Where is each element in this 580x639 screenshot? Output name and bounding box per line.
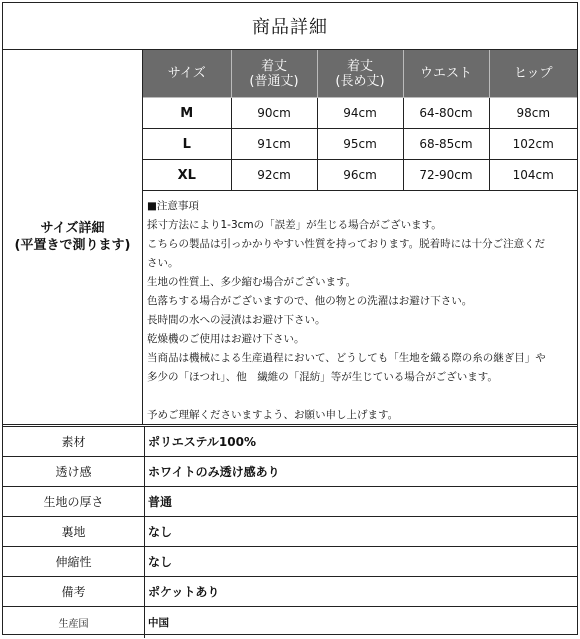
attr-row-sheerness	[3, 457, 577, 487]
note-line: 当商品は機械による生産過程において、どうしても「生地を織る際の糸の継ぎ目」や	[147, 352, 546, 364]
length-regular-cell: 92cm	[231, 160, 317, 191]
size-detail-label	[3, 50, 143, 424]
note-line: さい。	[147, 257, 179, 269]
attr-label: 生地の厚さ	[3, 487, 145, 516]
note-heading: ■注意事項	[147, 200, 199, 212]
size-table-header	[143, 50, 577, 98]
note-line: 多少の「ほつれ」、他 繊維の「混紡」等が生じている場合がございます。	[147, 371, 498, 383]
length-long-cell: 94cm	[317, 98, 403, 129]
attr-value: なし	[148, 525, 173, 539]
attr-value: ホワイトのみ透け感あり	[148, 465, 280, 479]
note-line: 色落ちする場合がございますので、他の物との洗濯はお避け下さい。	[147, 295, 473, 307]
attr-label: 備考	[3, 577, 145, 606]
header-length-long: 着丈 (長め丈)	[317, 50, 403, 98]
header-size: サイズ	[143, 50, 231, 98]
length-regular-cell: 90cm	[231, 98, 317, 129]
attr-label: 素材	[3, 427, 145, 456]
waist-cell: 68-85cm	[403, 129, 489, 160]
size-cell: XL	[143, 160, 231, 191]
hip-cell: 98cm	[489, 98, 577, 129]
attr-label: 透け感	[3, 457, 145, 486]
header-length-regular: 着丈 (普通丈)	[231, 50, 317, 98]
length-long-cell: 96cm	[317, 160, 403, 191]
size-detail-label-sub: (平置きで測ります)	[14, 238, 131, 253]
note-line: 長時間の水への浸漬はお避け下さい。	[147, 314, 326, 326]
attr-value: ポケットあり	[148, 585, 220, 599]
attr-label: 裏地	[3, 517, 145, 546]
waist-cell: 64-80cm	[403, 98, 489, 129]
table-row	[143, 98, 577, 129]
length-regular-cell: 91cm	[231, 129, 317, 160]
waist-cell: 72-90cm	[403, 160, 489, 191]
attr-row-material	[3, 427, 577, 457]
attr-label: 生産国	[3, 607, 145, 638]
attr-row-stretch	[3, 547, 577, 577]
attributes-list	[3, 427, 577, 638]
size-detail-label-main: サイズ詳細	[40, 221, 105, 236]
note-line: 予めご理解くださいますよう、お願い申し上げます。	[147, 409, 399, 421]
size-detail-content	[143, 50, 577, 424]
attr-row-remarks	[3, 577, 577, 607]
notes-block	[143, 191, 577, 425]
attr-value: 普通	[148, 495, 173, 509]
attr-value: 中国	[148, 617, 169, 629]
note-line: 生地の性質上、多少縮む場合がございます。	[147, 276, 357, 288]
attr-value: なし	[148, 555, 173, 569]
attr-row-thickness	[3, 487, 577, 517]
table-row	[143, 129, 577, 160]
size-cell: L	[143, 129, 231, 160]
table-row	[143, 160, 577, 191]
attr-value: ポリエステル100%	[148, 435, 256, 449]
attr-row-lining	[3, 517, 577, 547]
product-detail-sheet	[2, 2, 578, 635]
note-line: こちらの製品は引っかかりやすい性質を持っております。脱着時には十分ご注意くだ	[147, 238, 546, 250]
hip-cell: 102cm	[489, 129, 577, 160]
size-detail-section	[3, 50, 577, 427]
page-title: 商品詳細	[3, 3, 577, 50]
size-table	[143, 50, 577, 191]
hip-cell: 104cm	[489, 160, 577, 191]
note-spacer	[147, 387, 573, 406]
note-line: 採寸方法により1-3cmの「誤差」が生じる場合がございます。	[147, 219, 442, 231]
header-waist: ウエスト	[403, 50, 489, 98]
header-hip: ヒップ	[489, 50, 577, 98]
note-line: 乾燥機のご使用はお避け下さい。	[147, 333, 305, 345]
attr-row-origin	[3, 607, 577, 638]
length-long-cell: 95cm	[317, 129, 403, 160]
attr-label: 伸縮性	[3, 547, 145, 576]
size-cell: M	[143, 98, 231, 129]
